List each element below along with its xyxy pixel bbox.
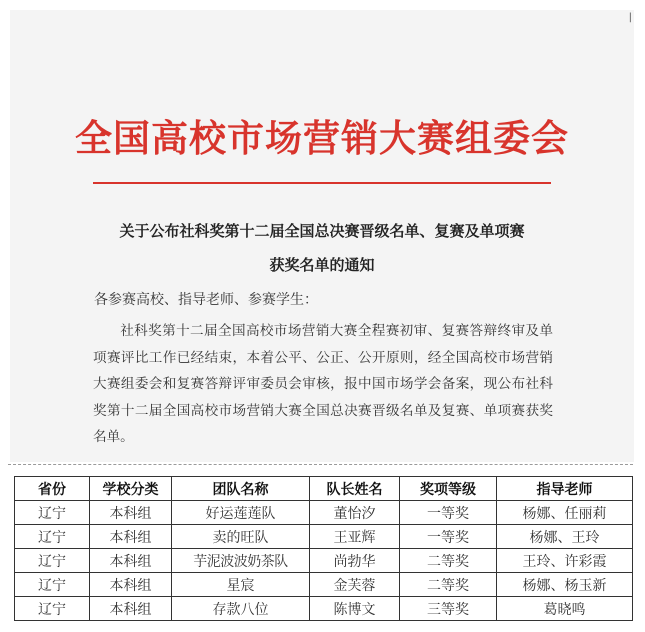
header-team-name: 团队名称	[172, 477, 310, 501]
page-divider	[8, 464, 633, 465]
table-header-row	[15, 477, 633, 501]
red-header-rule	[93, 182, 551, 184]
cell-advisor: 王玲、许彩霞	[497, 549, 633, 573]
corner-mark: |	[628, 12, 632, 23]
cell-captain-name: 董怡汐	[310, 501, 400, 525]
cell-school-category: 本科组	[90, 573, 172, 597]
header-school-category: 学校分类	[90, 477, 172, 501]
cell-award-level: 一等奖	[400, 525, 497, 549]
cell-school-category: 本科组	[90, 501, 172, 525]
notice-title-line-1: 关于公布社科奖第十二届全国总决赛晋级名单、复赛及单项赛	[119, 222, 525, 240]
cell-advisor: 杨娜、杨玉新	[497, 573, 633, 597]
cell-school-category: 本科组	[90, 597, 172, 621]
cell-award-level: 三等奖	[400, 597, 497, 621]
cell-school-category: 本科组	[90, 549, 172, 573]
award-table	[14, 476, 633, 621]
cell-team-name: 存款八位	[172, 597, 310, 621]
table-row	[15, 525, 633, 549]
organization-title: 全国高校市场营销大赛组委会	[75, 116, 569, 160]
cell-captain-name: 尚勃华	[310, 549, 400, 573]
notice-body: 社科奖第十二届全国高校市场营销大赛全程赛初审、复赛答辩终审及单项赛评比工作已经结束，本着公平、公正、公开原则，经全国高校市场营销大赛组委会和复赛答辩评审委员会审核，报中国市场学会备案，现公布社科奖第十二届全国高校市场营销大赛全国总决赛晋级名单及复赛、单项赛获奖名单。	[93, 323, 553, 445]
cell-team-name: 卖的旺队	[172, 525, 310, 549]
cell-province: 辽宁	[15, 501, 90, 525]
cell-province: 辽宁	[15, 525, 90, 549]
cell-province: 辽宁	[15, 573, 90, 597]
cell-award-level: 二等奖	[400, 549, 497, 573]
salutation: 各参赛高校、指导老师、参赛学生：	[94, 292, 318, 308]
cell-team-name: 芋泥波波奶茶队	[172, 549, 310, 573]
cell-advisor: 杨娜、任丽莉	[497, 501, 633, 525]
cell-award-level: 一等奖	[400, 501, 497, 525]
cell-award-level: 二等奖	[400, 573, 497, 597]
cell-province: 辽宁	[15, 549, 90, 573]
cell-province: 辽宁	[15, 597, 90, 621]
header-captain-name: 队长姓名	[310, 477, 400, 501]
notice-title-line-2: 获奖名单的通知	[269, 256, 375, 274]
cell-team-name: 好运莲莲队	[172, 501, 310, 525]
cell-captain-name: 金芙蓉	[310, 573, 400, 597]
cell-team-name: 星宸	[172, 573, 310, 597]
cell-captain-name: 王亚辉	[310, 525, 400, 549]
cell-school-category: 本科组	[90, 525, 172, 549]
table-row	[15, 597, 633, 621]
table-row	[15, 501, 633, 525]
table-row	[15, 573, 633, 597]
header-advisor: 指导老师	[497, 477, 633, 501]
cell-captain-name: 陈博文	[310, 597, 400, 621]
header-award-level: 奖项等级	[400, 477, 497, 501]
table-row	[15, 549, 633, 573]
header-province: 省份	[15, 477, 90, 501]
cell-advisor: 葛晓鸣	[497, 597, 633, 621]
cell-advisor: 杨娜、王玲	[497, 525, 633, 549]
